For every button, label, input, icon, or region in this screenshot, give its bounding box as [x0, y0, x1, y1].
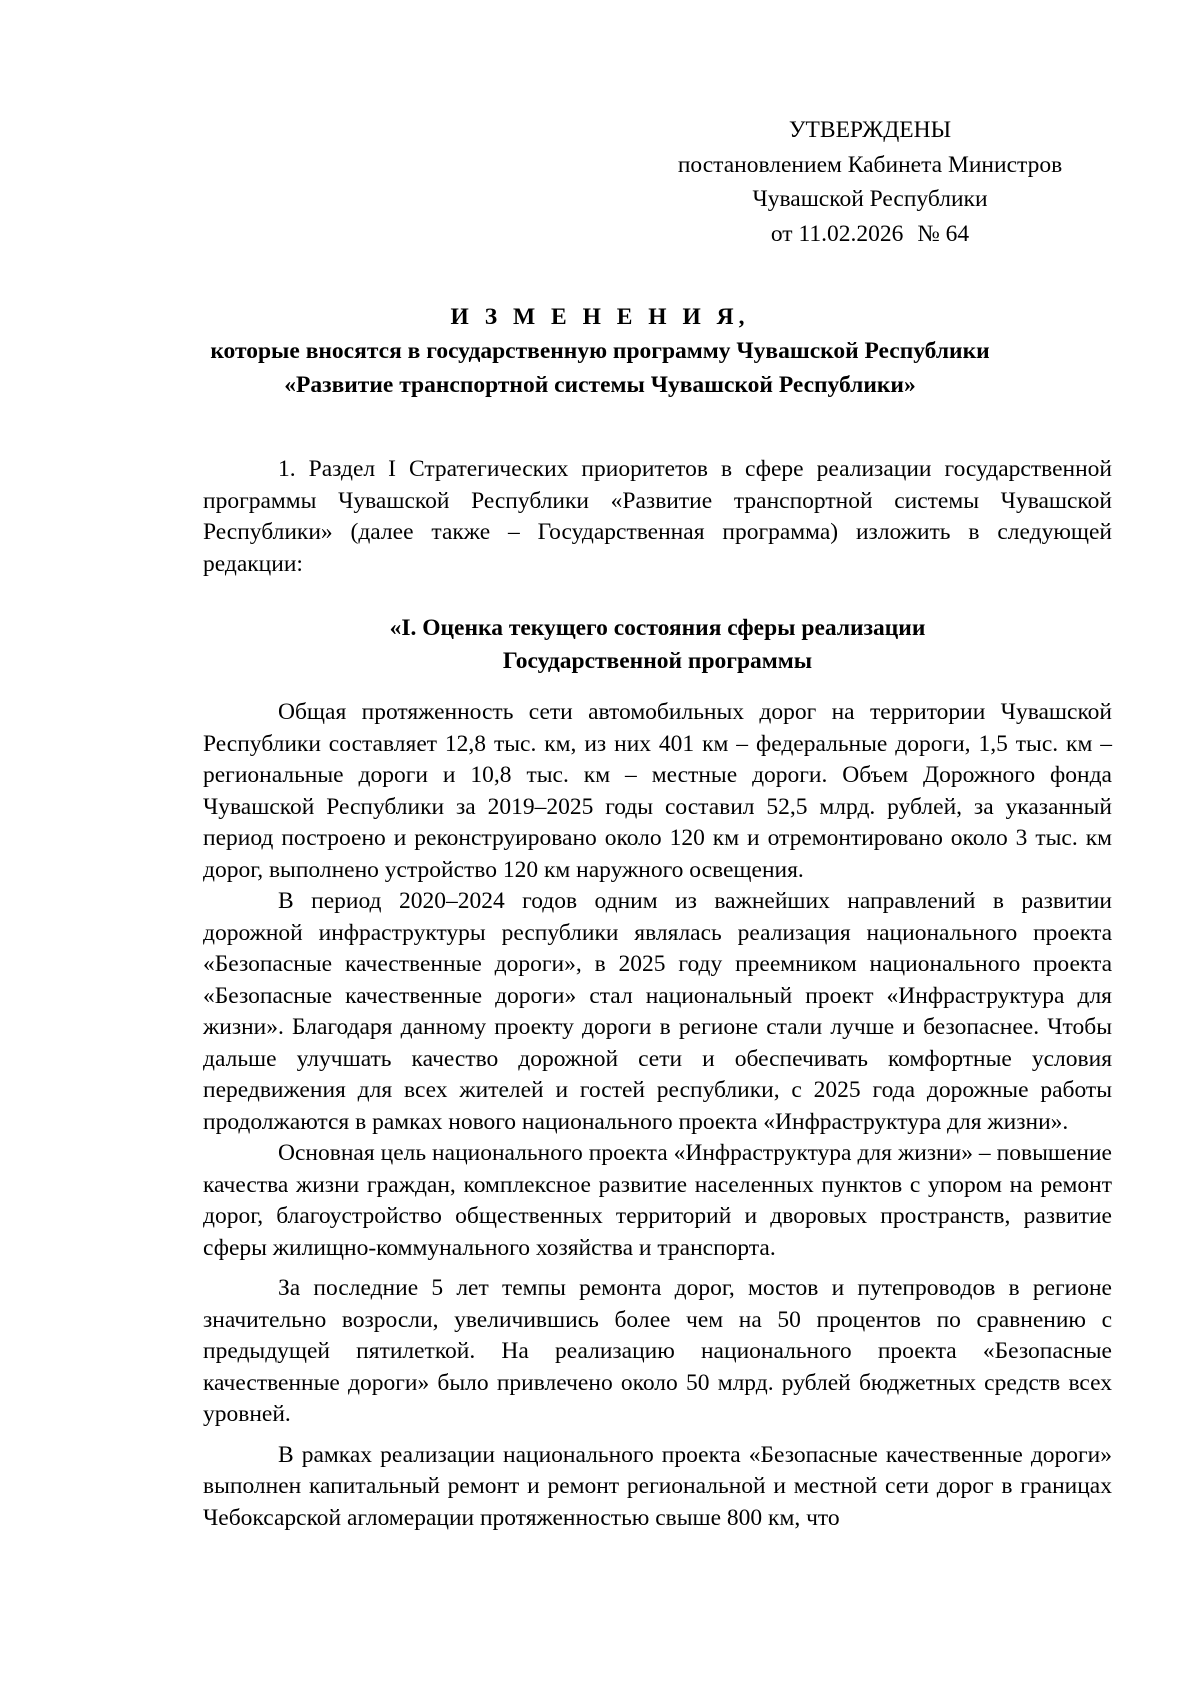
section-body [203, 697, 1112, 1534]
section-title-line2: Государственной программы [502, 648, 813, 674]
approval-date-number [640, 217, 1100, 252]
document-title: И З М Е Н Е Н И Я, [450, 304, 750, 330]
document-heading [160, 300, 1040, 402]
document-subtitle-line2: «Развитие транспортной системы Чувашской Республики» [284, 372, 916, 398]
section-title-line1: «I. Оценка текущего состояния сферы реализации [389, 615, 926, 641]
approval-block [640, 113, 1100, 251]
approval-region: Чувашской Республики [752, 186, 988, 212]
approval-date: от 11.02.2026 [770, 220, 904, 247]
document-subtitle-line1: которые вносятся в государственную программу Чувашской Республики [210, 338, 990, 364]
body-paragraph: Общая протяженность сети автомобильных дорог на территории Чувашской Республики составляет 12,8 тыс. км, из них 401 км – федеральные дороги, 1,5 тыс. км – региональные дороги и 10,8 тыс. км – местные дороги. Объем Дорожного фонда Чувашской Республики за 2019–2025 годы составил 52,5 млрд. рублей, за указанный период построено и реконструировано около 120 км и отремонтировано около 3 тыс. км дорог, выполнено устройство 120 км наружного освещения. [203, 699, 1112, 883]
section-title [203, 612, 1112, 678]
body-paragraph: В период 2020–2024 годов одним из важнейших направлений в развитии дорожной инфраструктуры республики являлась реализация национального проекта «Безопасные качественные дороги», в 2025 году преемником национального проекта «Безопасные качественные дороги» стал национальный проект «Инфраструктура для жизни». Благодаря данному проекту дороги в регионе стали лучше и безопаснее. Чтобы дальше улучшать качество дорожной сети и обеспечивать комфортные условия передвижения для всех жителей и гостей республики, с 2025 года дорожные работы продолжаются в рамках нового национального проекта «Инфраструктура для жизни». [203, 888, 1112, 1135]
approval-number: № 64 [917, 220, 970, 247]
approval-title: УТВЕРЖДЕНЫ [788, 117, 952, 143]
intro-paragraph: 1. Раздел I Стратегических приоритетов в сфере реализации государственной программы Чувашской Республики «Развитие транспортной системы Чувашской Республики» (далее также – Государственная программа) изложить в следующей редакции: [203, 456, 1112, 577]
body-paragraph: Основная цель национального проекта «Инфраструктура для жизни» – повышение качества жизни граждан, комплексное развитие населенных пунктов с упором на ремонт дорог, благоустройство общественных территорий и дворовых пространств, развитие сферы жилищно-коммунального хозяйства и транспорта. [203, 1140, 1112, 1261]
body-paragraph: В рамках реализации национального проекта «Безопасные качественные дороги» выполнен капитальный ремонт и ремонт региональной и местной сети дорог в границах Чебоксарской агломерации протяженностью свыше 800 км, что [203, 1441, 1112, 1531]
approval-authority: постановлением Кабинета Министров [677, 151, 1063, 178]
body-paragraph: За последние 5 лет темпы ремонта дорог, мостов и путепроводов в регионе значительно возросли, увеличившись более чем на 50 процентов по сравнению с предыдущей пятилеткой. На реализацию национального проекта «Безопасные качественные дороги» было привлечено около 50 млрд. рублей бюджетных средств всех уровней. [203, 1275, 1112, 1427]
